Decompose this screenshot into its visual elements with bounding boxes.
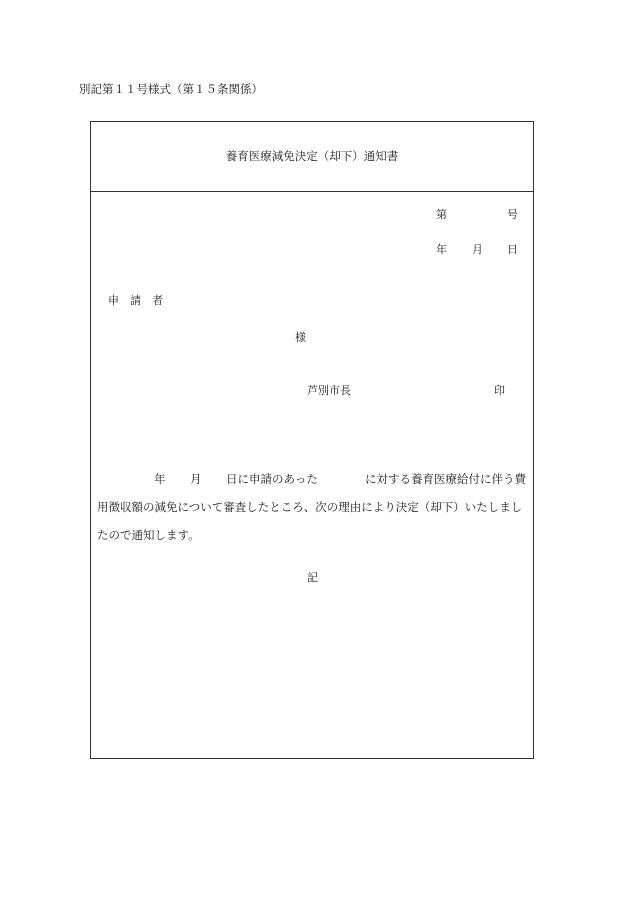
body-line1-rest: に対する養育医療給付に伴う費 xyxy=(365,472,526,486)
date-month: 月 xyxy=(472,243,483,256)
applicant-label: 申 請 者 xyxy=(108,294,163,307)
honorific-sama: 様 xyxy=(295,331,306,344)
seal-mark: 印 xyxy=(494,384,505,397)
body-year: 年 xyxy=(154,472,166,486)
body-month: 月 xyxy=(190,472,202,486)
issuer-name: 芦別市長 xyxy=(307,384,351,397)
date-year: 年 xyxy=(436,243,447,256)
body-line3: たので通知します。 xyxy=(97,528,200,542)
body-day-text: 日に申請のあった xyxy=(226,472,318,486)
date-day: 日 xyxy=(507,243,518,256)
title-divider xyxy=(91,191,533,192)
body-line2: 用徴収額の減免について審査したところ、次の理由により決定（却下）いたしまし xyxy=(97,500,523,514)
notice-form-frame xyxy=(90,121,534,759)
note-heading: 記 xyxy=(307,571,318,584)
document-title: 養育医療減免決定（却下）通知書 xyxy=(225,149,399,163)
form-number-label: 別記第１１号様式（第１５条関係） xyxy=(79,82,263,96)
notice-body xyxy=(97,465,527,549)
number-prefix: 第 xyxy=(436,208,447,221)
number-suffix: 号 xyxy=(507,208,518,221)
